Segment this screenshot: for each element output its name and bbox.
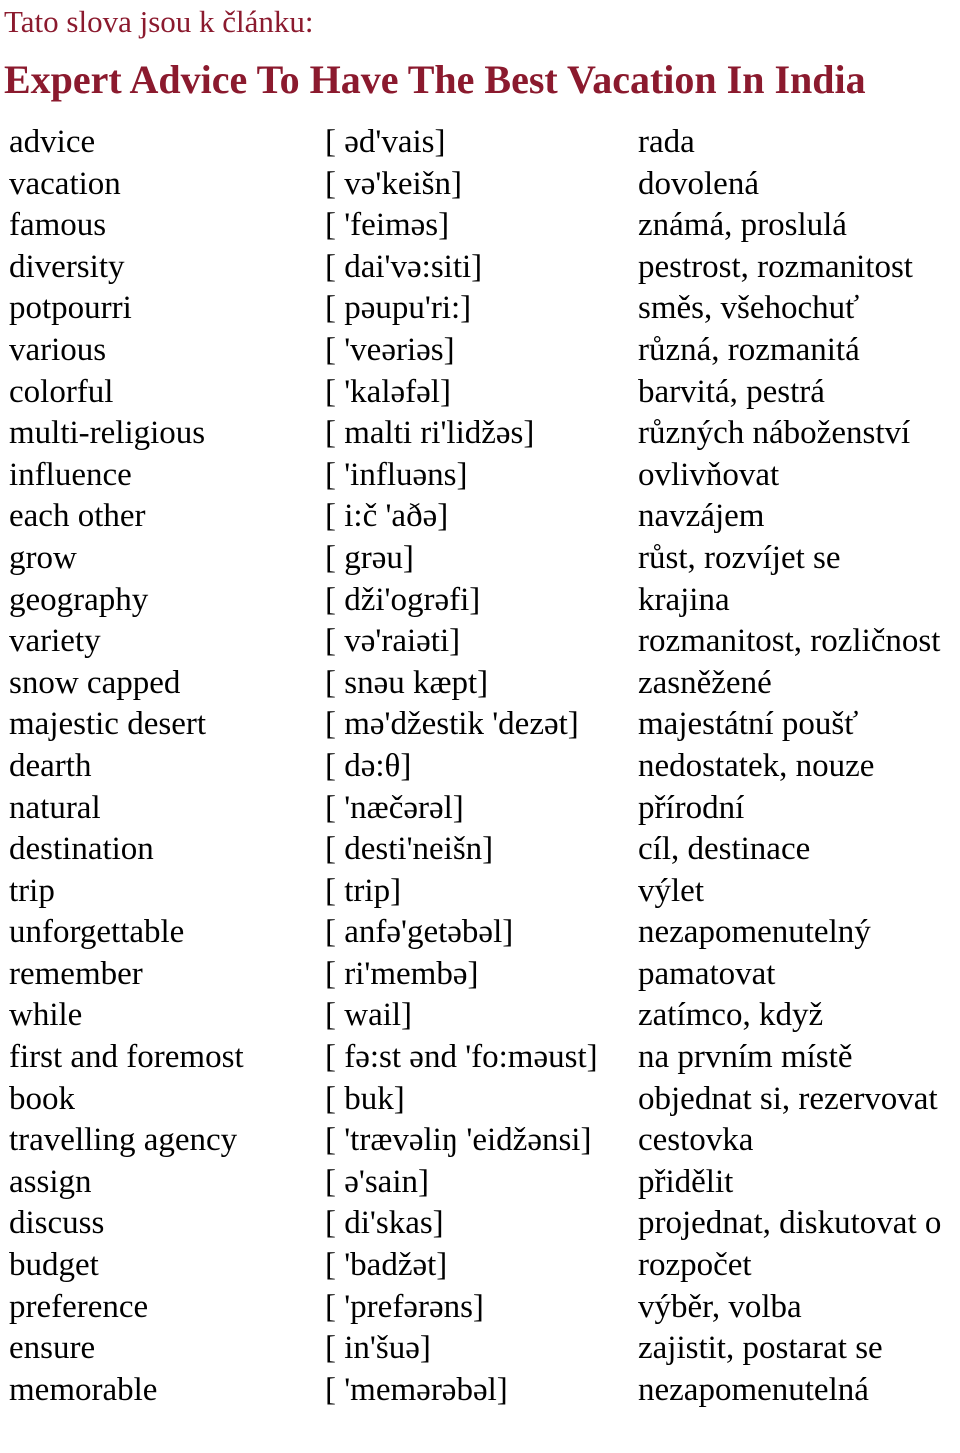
vocabulary-word: diversity [9, 248, 125, 285]
vocabulary-pronunciation: [ desti'neišn] [325, 831, 494, 868]
vocabulary-translation: směs, všehochuť [638, 290, 860, 327]
vocabulary-translation: výlet [638, 872, 704, 909]
vocabulary-pronunciation: [ və'raiəti] [325, 623, 461, 660]
vocabulary-translation: projednat, diskutovat o [638, 1205, 942, 1242]
vocabulary-word: multi-religious [9, 415, 206, 452]
vocabulary-row [0, 372, 960, 414]
vocabulary-translation: zajistit, postarat se [638, 1330, 883, 1367]
vocabulary-word: various [9, 331, 107, 368]
vocabulary-pronunciation: [ buk] [325, 1080, 405, 1117]
vocabulary-translation: nezapomenutelný [638, 914, 871, 951]
vocabulary-row [0, 538, 960, 580]
vocabulary-row [0, 912, 960, 954]
vocabulary-pronunciation: [ 'veəriəs] [325, 331, 455, 368]
vocabulary-row [0, 871, 960, 913]
vocabulary-row [0, 1245, 960, 1287]
vocabulary-pronunciation: [ i:č 'aðə] [325, 498, 449, 535]
vocabulary-row [0, 247, 960, 289]
vocabulary-row [0, 455, 960, 497]
vocabulary-word: while [9, 997, 83, 1034]
vocabulary-pronunciation: [ in'šuə] [325, 1330, 431, 1367]
vocabulary-pronunciation: [ dži'ogrəfi] [325, 581, 481, 618]
vocabulary-word: potpourri [9, 290, 132, 327]
article-subtitle: Tato slova jsou k článku: [4, 4, 314, 39]
vocabulary-pronunciation: [ trip] [325, 872, 402, 909]
vocabulary-word: grow [9, 539, 77, 576]
vocabulary-translation: cíl, destinace [638, 831, 811, 868]
vocabulary-row [0, 496, 960, 538]
vocabulary-translation: krajina [638, 581, 730, 618]
vocabulary-row [0, 1287, 960, 1329]
vocabulary-translation: výběr, volba [638, 1288, 802, 1325]
vocabulary-pronunciation: [ fə:st ənd 'fo:məust] [325, 1039, 598, 1076]
vocabulary-word: remember [9, 955, 143, 992]
vocabulary-row [0, 1079, 960, 1121]
vocabulary-row [0, 621, 960, 663]
vocabulary-translation: zasněžené [638, 664, 772, 701]
vocabulary-row [0, 164, 960, 206]
vocabulary-pronunciation: [ malti ri'lidžəs] [325, 415, 535, 452]
vocabulary-pronunciation: [ 'prefərəns] [325, 1288, 484, 1325]
vocabulary-pronunciation: [ mə'džestik 'dezət] [325, 706, 579, 743]
vocabulary-translation: zatímco, když [638, 997, 824, 1034]
vocabulary-translation: přidělit [638, 1163, 734, 1200]
vocabulary-translation: nezapomenutelná [638, 1371, 869, 1408]
vocabulary-word: majestic desert [9, 706, 207, 743]
vocabulary-row [0, 663, 960, 705]
vocabulary-translation: ovlivňovat [638, 456, 780, 493]
vocabulary-pronunciation: [ 'badžət] [325, 1247, 448, 1284]
vocabulary-translation: barvitá, pestrá [638, 373, 825, 410]
vocabulary-row [0, 954, 960, 996]
vocabulary-pronunciation: [ də:θ] [325, 747, 412, 784]
vocabulary-word: each other [9, 498, 146, 535]
vocabulary-word: budget [9, 1247, 99, 1284]
vocabulary-translation: cestovka [638, 1122, 754, 1159]
vocabulary-pronunciation: [ 'kaləfəl] [325, 373, 451, 410]
vocabulary-pronunciation: [ dai'və:siti] [325, 248, 483, 285]
vocabulary-word: geography [9, 581, 149, 618]
article-title: Expert Advice To Have The Best Vacation In India [4, 57, 866, 102]
vocabulary-translation: pamatovat [638, 955, 776, 992]
vocabulary-translation: známá, proslulá [638, 207, 847, 244]
vocabulary-row [0, 746, 960, 788]
vocabulary-row [0, 1162, 960, 1204]
vocabulary-word: snow capped [9, 664, 181, 701]
vocabulary-pronunciation: [ grəu] [325, 539, 414, 576]
vocabulary-pronunciation: [ 'influəns] [325, 456, 468, 493]
vocabulary-translation: objednat si, rezervovat [638, 1080, 938, 1117]
vocabulary-pronunciation: [ əd'vais] [325, 124, 446, 160]
vocabulary-pronunciation: [ snəu kæpt] [325, 664, 489, 701]
vocabulary-pronunciation: [ 'feiməs] [325, 207, 450, 244]
vocabulary-word: preference [9, 1288, 149, 1325]
vocabulary-row [0, 829, 960, 871]
vocabulary-translation: nedostatek, nouze [638, 747, 875, 784]
vocabulary-pronunciation: [ və'keišn] [325, 165, 462, 202]
vocabulary-word: memorable [9, 1371, 158, 1408]
vocabulary-row [0, 704, 960, 746]
vocabulary-pronunciation: [ anfə'getəbəl] [325, 914, 514, 951]
vocabulary-word: natural [9, 789, 101, 826]
vocabulary-word: assign [9, 1163, 92, 1200]
vocabulary-translation: navzájem [638, 498, 765, 535]
vocabulary-pronunciation: [ ri'membə] [325, 955, 479, 992]
vocabulary-row [0, 205, 960, 247]
vocabulary-row [0, 788, 960, 830]
vocabulary-word: book [9, 1080, 75, 1117]
vocabulary-word: colorful [9, 373, 114, 410]
vocabulary-word: influence [9, 456, 132, 493]
vocabulary-row [0, 1203, 960, 1245]
vocabulary-row [0, 580, 960, 622]
vocabulary-word: unforgettable [9, 914, 185, 951]
vocabulary-translation: rozmanitost, rozličnost [638, 623, 941, 660]
vocabulary-translation: růst, rozvíjet se [638, 539, 841, 576]
vocabulary-row [0, 1037, 960, 1079]
vocabulary-word: variety [9, 623, 101, 660]
vocabulary-translation: přírodní [638, 789, 745, 826]
vocabulary-translation: rozpočet [638, 1247, 752, 1284]
vocabulary-row [0, 1370, 960, 1412]
vocabulary-word: advice [9, 124, 96, 160]
vocabulary-word: famous [9, 207, 107, 244]
vocabulary-row [0, 1328, 960, 1370]
vocabulary-translation: rada [638, 124, 695, 160]
vocabulary-word: dearth [9, 747, 92, 784]
vocabulary-word: travelling agency [9, 1122, 238, 1159]
vocabulary-pronunciation: [ di'skas] [325, 1205, 444, 1242]
vocabulary-translation: pestrost, rozmanitost [638, 248, 913, 285]
vocabulary-pronunciation: [ 'memərəbəl] [325, 1371, 508, 1408]
vocabulary-row [0, 330, 960, 372]
vocabulary-translation: na prvním místě [638, 1039, 853, 1076]
vocabulary-pronunciation: [ 'trævəliŋ 'eidžənsi] [325, 1122, 592, 1159]
vocabulary-translation: majestátní poušť [638, 706, 859, 743]
vocabulary-word: first and foremost [9, 1039, 244, 1076]
vocabulary-row [0, 122, 960, 164]
vocabulary-pronunciation: [ wail] [325, 997, 413, 1034]
vocabulary-word: discuss [9, 1205, 105, 1242]
vocabulary-word: trip [9, 872, 55, 909]
vocabulary-translation: dovolená [638, 165, 759, 202]
vocabulary-row [0, 1120, 960, 1162]
vocabulary-row [0, 995, 960, 1037]
vocabulary-translation: různých náboženství [638, 415, 911, 452]
vocabulary-translation: různá, rozmanitá [638, 331, 860, 368]
vocabulary-word: destination [9, 831, 154, 868]
vocabulary-word: vacation [9, 165, 121, 202]
vocabulary-row [0, 288, 960, 330]
vocabulary-pronunciation: [ 'næčərəl] [325, 789, 464, 826]
vocabulary-pronunciation: [ ə'sain] [325, 1163, 429, 1200]
vocabulary-table [0, 122, 960, 1411]
vocabulary-pronunciation: [ pəupu'ri:] [325, 290, 472, 327]
vocabulary-table-body [0, 122, 960, 1411]
vocabulary-row [0, 413, 960, 455]
vocabulary-word: ensure [9, 1330, 96, 1367]
